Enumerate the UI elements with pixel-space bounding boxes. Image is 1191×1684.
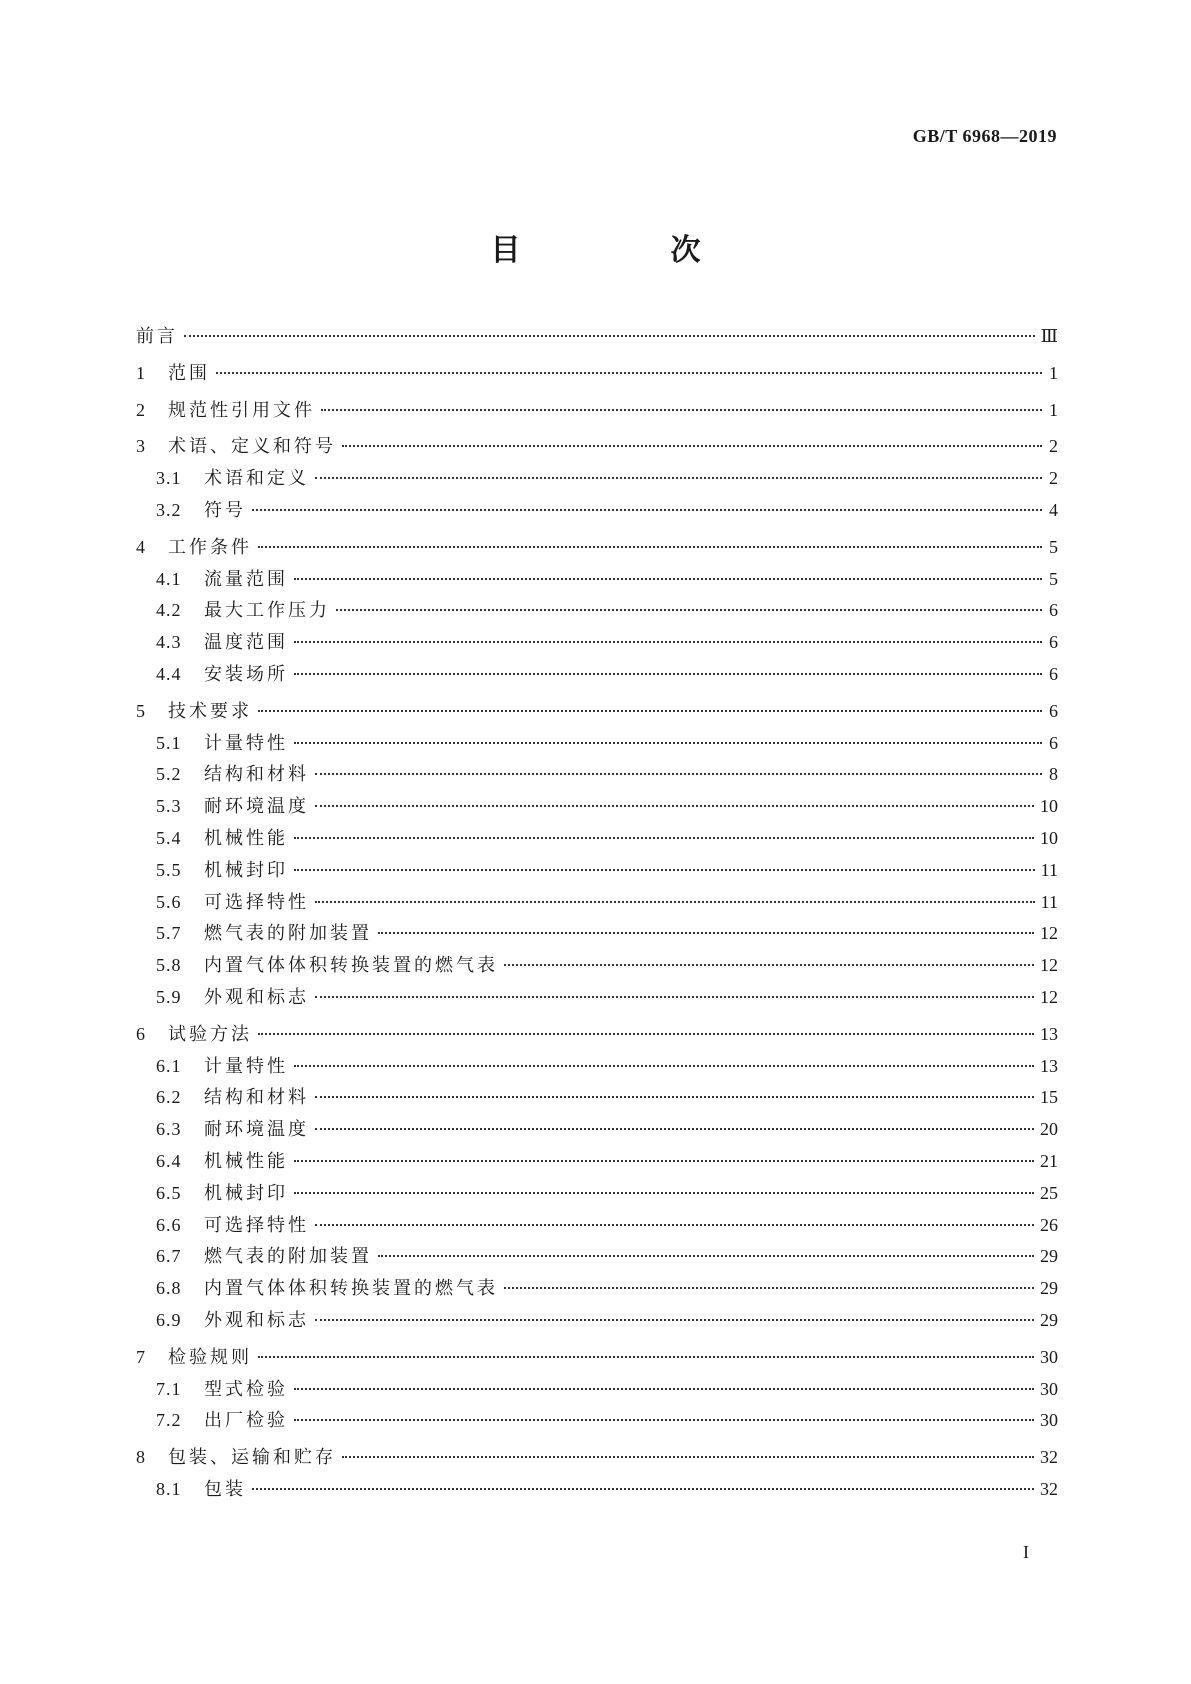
toc-dot-leader — [294, 641, 1042, 643]
toc-entry-label: 包装 — [204, 1478, 246, 1500]
toc-dot-leader — [342, 1456, 1034, 1458]
toc-dot-leader — [294, 1419, 1034, 1421]
toc-entry-label: 术语、定义和符号 — [168, 436, 336, 458]
toc-entry-page: 13 — [1040, 1023, 1058, 1044]
toc-entry-number: 4.1 — [156, 568, 182, 589]
toc-entry-number: 5.6 — [156, 891, 182, 912]
toc-entry-page: 20 — [1040, 1119, 1058, 1140]
toc-entry-page: 6 — [1049, 732, 1058, 753]
toc-entry-page: 29 — [1040, 1246, 1058, 1267]
toc-entry[interactable] — [136, 432, 1058, 464]
toc-entry[interactable] — [136, 322, 1058, 354]
toc-entry-label: 机械封印 — [204, 1182, 288, 1204]
toc-entry-page: 13 — [1040, 1055, 1058, 1076]
toc-entry-number: 7.1 — [156, 1378, 182, 1399]
toc-entry-page: 12 — [1040, 923, 1058, 944]
toc-entry[interactable] — [136, 359, 1058, 391]
toc-entry-page: 30 — [1040, 1410, 1058, 1431]
toc-entry-label: 温度范围 — [204, 632, 288, 654]
toc-entry-page: 30 — [1040, 1378, 1058, 1399]
toc-entry-label: 出厂检验 — [204, 1410, 288, 1432]
toc-entry-number: 5.3 — [156, 796, 182, 817]
toc-entry[interactable] — [136, 1274, 1058, 1306]
toc-entry-label: 前言 — [136, 326, 178, 347]
toc-entry-page: 10 — [1040, 827, 1058, 848]
toc-entry-page: 11 — [1040, 891, 1058, 912]
toc-entry-page: 30 — [1040, 1346, 1058, 1367]
page-number: I — [1023, 1542, 1029, 1562]
toc-entry-page: 29 — [1040, 1309, 1058, 1330]
toc-entry-number: 4 — [136, 536, 146, 557]
toc-entry-label: 符号 — [204, 499, 246, 521]
toc-entry-number: 5.2 — [156, 764, 182, 785]
toc-dot-leader — [258, 710, 1042, 712]
toc-entry-label: 流量范围 — [204, 568, 288, 590]
toc-entry-label: 机械性能 — [204, 827, 288, 849]
toc-entry[interactable] — [136, 1115, 1058, 1147]
toc-entry-page: 11 — [1040, 859, 1058, 880]
toc-entry[interactable] — [136, 1306, 1058, 1338]
toc-entry-number: 5.5 — [156, 859, 182, 880]
toc-entry-page: 6 — [1049, 632, 1058, 653]
toc-entry-page: 6 — [1049, 700, 1058, 721]
toc-entry-page: 12 — [1040, 955, 1058, 976]
standard-code: GB/T 6968—2019 — [912, 126, 1057, 146]
toc-entry[interactable] — [136, 729, 1058, 761]
toc-dot-leader — [378, 1255, 1034, 1257]
toc-entry-label: 外观和标志 — [204, 1309, 309, 1331]
toc-entry-label: 包装、运输和贮存 — [168, 1447, 336, 1469]
toc-dot-leader — [315, 477, 1042, 479]
toc-entry-number: 6 — [136, 1023, 146, 1044]
toc-entry-label: 安装场所 — [204, 663, 288, 685]
toc-entry-label: 内置气体体积转换装置的燃气表 — [204, 955, 498, 977]
toc-dot-leader — [294, 837, 1034, 839]
toc-entry[interactable] — [136, 533, 1058, 565]
toc-dot-leader — [315, 901, 1035, 903]
toc-entry-number: 8.1 — [156, 1478, 182, 1499]
toc-dot-leader — [216, 372, 1042, 374]
toc-entry-number: 5.4 — [156, 827, 182, 848]
toc-dot-leader — [342, 445, 1042, 447]
toc-entry-label: 燃气表的附加装置 — [204, 1246, 372, 1268]
toc-dot-leader — [294, 742, 1042, 744]
toc-entry[interactable] — [136, 1375, 1058, 1407]
toc-entry-page: 10 — [1040, 796, 1058, 817]
toc-entry[interactable] — [136, 596, 1058, 628]
toc-entry[interactable] — [136, 565, 1058, 597]
toc-entry[interactable] — [136, 1443, 1058, 1475]
toc-entry-number: 5.7 — [156, 923, 182, 944]
toc-entry-page: 32 — [1040, 1447, 1058, 1468]
toc-entry-page: 6 — [1049, 663, 1058, 684]
toc-entry[interactable] — [136, 1179, 1058, 1211]
toc-entry-page: 29 — [1040, 1278, 1058, 1299]
toc-entry-number: 1 — [136, 362, 146, 383]
toc-entry[interactable] — [136, 1211, 1058, 1243]
toc-entry[interactable] — [136, 760, 1058, 792]
toc-dot-leader — [294, 1192, 1034, 1194]
toc-entry[interactable] — [136, 951, 1058, 983]
toc-entry-number: 6.6 — [156, 1214, 182, 1235]
toc-dot-leader — [315, 1096, 1034, 1098]
toc-entry[interactable] — [136, 792, 1058, 824]
toc-entry-page: 32 — [1040, 1478, 1058, 1499]
toc-entry-page: 25 — [1040, 1182, 1058, 1203]
toc-entry-label: 最大工作压力 — [204, 600, 330, 622]
toc-dot-leader — [258, 546, 1042, 548]
toc-entry-label: 外观和标志 — [204, 986, 309, 1008]
toc-dot-leader — [294, 1065, 1034, 1067]
toc-entry-number: 4.3 — [156, 632, 182, 653]
toc-entry-number: 6.2 — [156, 1087, 182, 1108]
toc-entry-page: Ⅲ — [1040, 326, 1058, 346]
toc-entry[interactable] — [136, 983, 1058, 1015]
toc-entry-page: 5 — [1049, 568, 1058, 589]
toc-entry-label: 试验方法 — [168, 1023, 252, 1045]
toc-entry-page: 2 — [1049, 468, 1058, 489]
toc-entry-number: 7.2 — [156, 1410, 182, 1431]
toc-entry[interactable] — [136, 1475, 1058, 1507]
toc-entry-number: 3.2 — [156, 499, 182, 520]
toc-dot-leader — [252, 1488, 1034, 1490]
toc-dot-leader — [315, 1319, 1034, 1321]
toc-dot-leader — [294, 578, 1042, 580]
toc-entry[interactable] — [136, 824, 1058, 856]
toc-entry[interactable] — [136, 464, 1058, 496]
toc-title: 目 次 — [490, 233, 761, 268]
toc-entry-number: 6.4 — [156, 1150, 182, 1171]
toc-entry[interactable] — [136, 1020, 1058, 1052]
toc-dot-leader — [315, 773, 1042, 775]
toc-entry[interactable] — [136, 1052, 1058, 1084]
toc-entry-number: 6.3 — [156, 1119, 182, 1140]
toc-entry-number: 5.8 — [156, 955, 182, 976]
toc-entry-number: 8 — [136, 1447, 146, 1468]
toc-entry-number: 4.4 — [156, 663, 182, 684]
toc-dot-leader — [315, 1224, 1034, 1226]
toc-entry-label: 计量特性 — [204, 732, 288, 754]
toc-entry-page: 12 — [1040, 986, 1058, 1007]
toc-entry-number: 5.9 — [156, 986, 182, 1007]
toc-entry-number: 4.2 — [156, 600, 182, 621]
toc-entry-number: 6.8 — [156, 1278, 182, 1299]
toc-entry-label: 技术要求 — [168, 700, 252, 722]
toc-entry-number: 3.1 — [156, 468, 182, 489]
toc-dot-leader — [184, 335, 1035, 337]
table-of-contents — [136, 322, 1058, 1507]
toc-entry-page: 2 — [1049, 436, 1058, 457]
toc-entry-page: 5 — [1049, 536, 1058, 557]
toc-dot-leader — [294, 1160, 1034, 1162]
toc-entry-number: 5.1 — [156, 732, 182, 753]
toc-entry[interactable] — [136, 1083, 1058, 1115]
toc-entry[interactable] — [136, 856, 1058, 888]
toc-entry-page: 6 — [1049, 600, 1058, 621]
toc-entry-label: 规范性引用文件 — [168, 399, 315, 421]
toc-entry-label: 燃气表的附加装置 — [204, 923, 372, 945]
toc-dot-leader — [294, 869, 1035, 871]
toc-entry-page: 1 — [1049, 399, 1058, 420]
toc-entry-page: 8 — [1049, 764, 1058, 785]
toc-entry[interactable] — [136, 697, 1058, 729]
toc-entry-label: 可选择特性 — [204, 891, 309, 913]
toc-dot-leader — [321, 409, 1042, 411]
toc-entry[interactable] — [136, 1242, 1058, 1274]
toc-entry-number: 6.5 — [156, 1182, 182, 1203]
toc-dot-leader — [315, 996, 1034, 998]
toc-entry-number: 3 — [136, 436, 146, 457]
toc-dot-leader — [378, 932, 1034, 934]
toc-entry[interactable] — [136, 888, 1058, 920]
toc-entry[interactable] — [136, 628, 1058, 660]
toc-entry[interactable] — [136, 1147, 1058, 1179]
toc-entry-page: 1 — [1049, 362, 1058, 383]
toc-entry-label: 机械性能 — [204, 1150, 288, 1172]
toc-entry-label: 范围 — [168, 362, 210, 384]
toc-entry-label: 内置气体体积转换装置的燃气表 — [204, 1278, 498, 1300]
toc-entry-label: 术语和定义 — [204, 468, 309, 490]
toc-entry[interactable] — [136, 1406, 1058, 1438]
toc-dot-leader — [315, 1128, 1034, 1130]
toc-entry-label: 型式检验 — [204, 1378, 288, 1400]
toc-dot-leader — [315, 805, 1034, 807]
toc-entry-number: 7 — [136, 1346, 146, 1367]
toc-entry[interactable] — [136, 396, 1058, 428]
toc-dot-leader — [258, 1033, 1034, 1035]
toc-entry-label: 耐环境温度 — [204, 796, 309, 818]
toc-entry-label: 计量特性 — [204, 1055, 288, 1077]
toc-entry-label: 工作条件 — [168, 536, 252, 558]
toc-entry-page: 15 — [1040, 1087, 1058, 1108]
toc-dot-leader — [504, 964, 1034, 966]
toc-dot-leader — [258, 1356, 1034, 1358]
toc-entry[interactable] — [136, 1343, 1058, 1375]
toc-dot-leader — [294, 673, 1042, 675]
toc-dot-leader — [294, 1388, 1034, 1390]
toc-entry-label: 结构和材料 — [204, 1087, 309, 1109]
toc-entry-number: 6.9 — [156, 1309, 182, 1330]
toc-dot-leader — [504, 1287, 1034, 1289]
toc-entry-label: 可选择特性 — [204, 1214, 309, 1236]
toc-entry-label: 结构和材料 — [204, 764, 309, 786]
toc-entry-number: 5 — [136, 700, 146, 721]
toc-entry-number: 2 — [136, 399, 146, 420]
toc-entry[interactable] — [136, 496, 1058, 528]
toc-entry-label: 机械封印 — [204, 859, 288, 881]
toc-entry-number: 6.1 — [156, 1055, 182, 1076]
toc-entry[interactable] — [136, 919, 1058, 951]
toc-entry-label: 耐环境温度 — [204, 1119, 309, 1141]
toc-entry[interactable] — [136, 660, 1058, 692]
toc-entry-page: 4 — [1049, 499, 1058, 520]
toc-dot-leader — [252, 509, 1042, 511]
toc-entry-label: 检验规则 — [168, 1346, 252, 1368]
toc-entry-page: 26 — [1040, 1214, 1058, 1235]
toc-entry-page: 21 — [1040, 1150, 1058, 1171]
toc-dot-leader — [336, 609, 1042, 611]
toc-entry-number: 6.7 — [156, 1246, 182, 1267]
